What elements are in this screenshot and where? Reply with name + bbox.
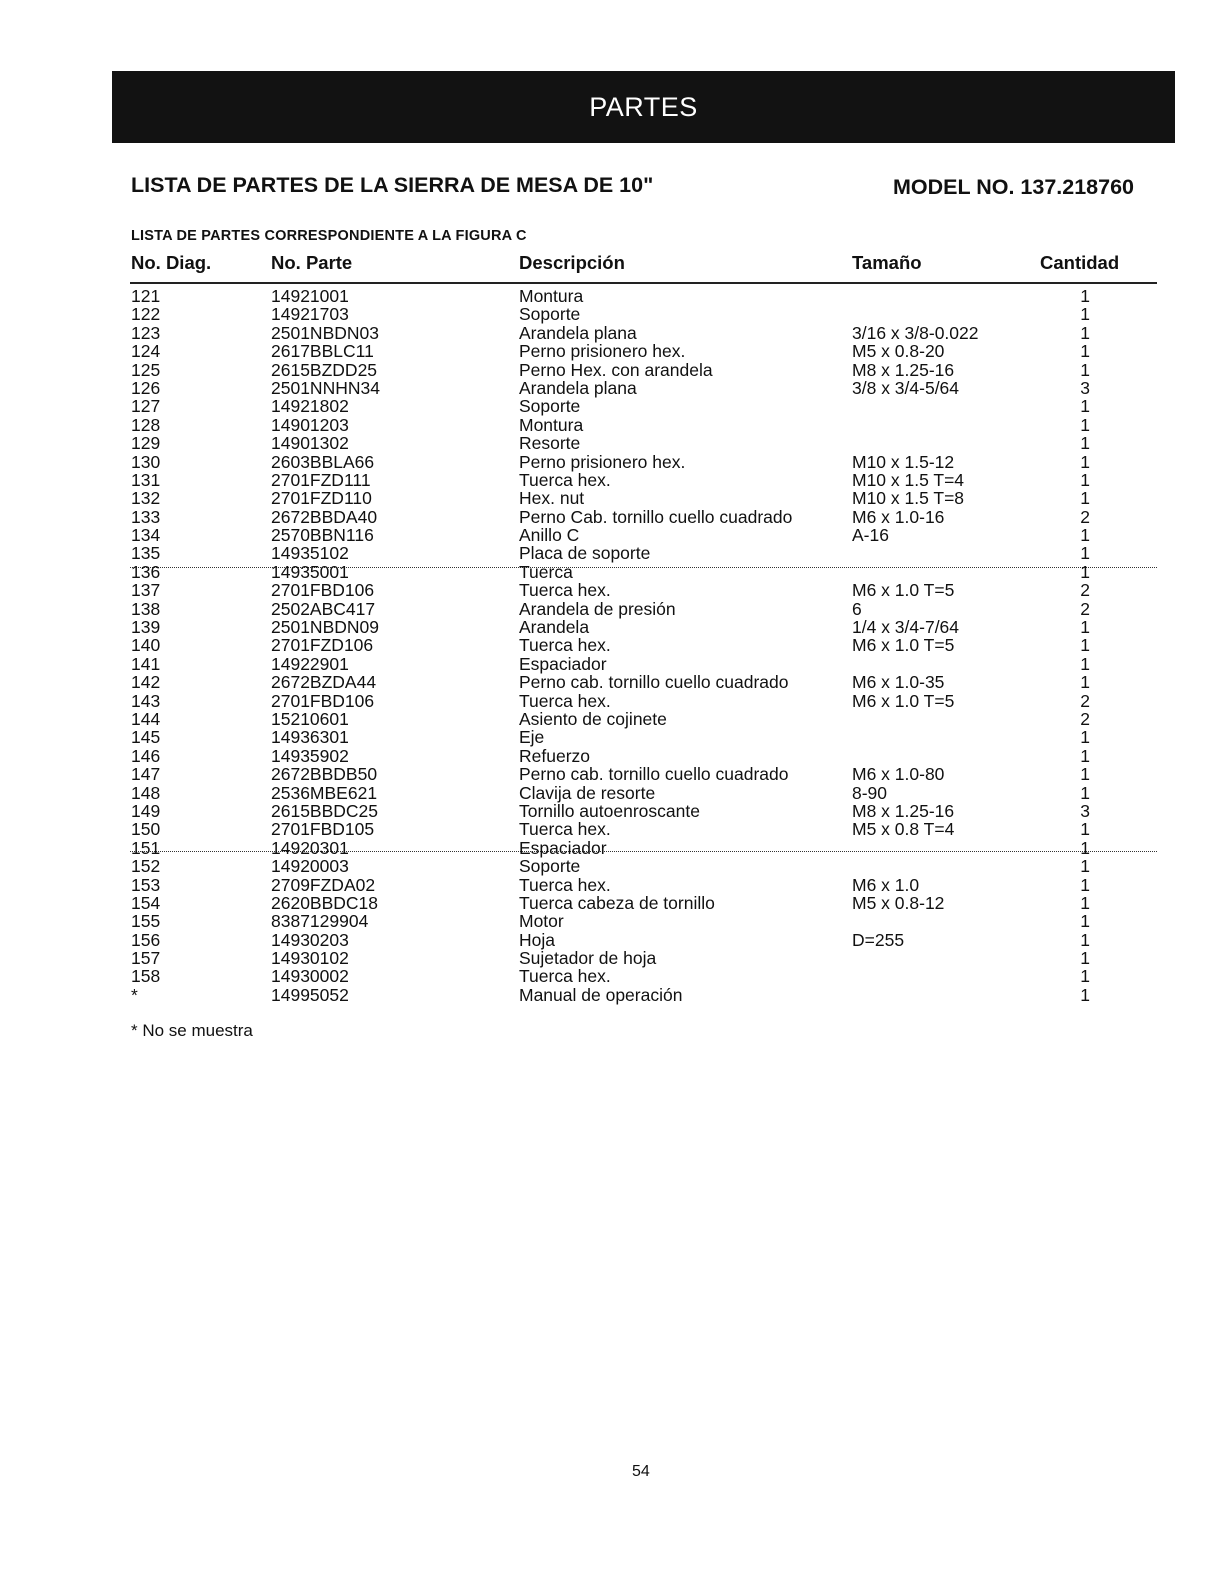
quantity: 1 [1080,727,1090,748]
quantity: 1 [1080,469,1090,490]
part-number: 14930203 [271,929,349,950]
diag-number: 125 [131,359,161,380]
quantity: 1 [1080,653,1090,674]
description: Espaciador [519,837,607,858]
quantity: 1 [1080,322,1090,343]
part-number: 2603BBLA66 [271,451,375,472]
diag-number: 146 [131,745,161,766]
model-number: MODEL NO. 137.218760 [893,175,1135,199]
diag-number: 123 [131,322,161,343]
table-row [0,342,1222,360]
description: Refuerzo [519,745,591,766]
quantity: 1 [1080,819,1090,840]
description: Soporte [519,396,581,417]
quantity: 1 [1080,929,1090,950]
description: Espaciador [519,653,607,674]
description: Tuerca hex. [519,580,611,601]
part-number: 8387129904 [271,911,369,932]
part-number: 2701FBD106 [271,580,375,601]
part-number: 2709FZDA02 [271,874,376,895]
table-row [0,563,1222,581]
size: D=255 [852,929,905,950]
part-number: 14935102 [271,543,349,564]
table-row [0,305,1222,323]
part-number: 2617BBLC11 [271,341,374,362]
table-row [0,986,1222,1004]
header-rule [130,282,1157,284]
quantity: 1 [1080,948,1090,969]
diag-number: 143 [131,690,161,711]
diag-number: 155 [131,911,161,932]
size: M10 x 1.5 T=4 [852,469,965,490]
description: Tuerca hex. [519,635,611,656]
size: 1/4 x 3/4-7/64 [852,617,960,638]
diag-number: 156 [131,929,161,950]
table-row [0,581,1222,599]
column-header-size: Tamaño [852,252,922,273]
section-banner: PARTES [112,71,1175,143]
diag-number: 126 [131,377,161,398]
column-header-description: Descripción [519,252,625,273]
diag-number: 157 [131,948,161,969]
part-number: 2620BBDC18 [271,892,379,913]
part-number: 2672BBDA40 [271,506,378,527]
quantity: 1 [1080,892,1090,913]
table-row [0,636,1222,654]
size: A-16 [852,525,889,546]
quantity: 1 [1080,911,1090,932]
description: Soporte [519,856,581,877]
description: Eje [519,727,545,748]
diag-number: 147 [131,764,161,785]
description: Hex. nut [519,488,585,509]
description: Perno cab. tornillo cuello cuadrado [519,764,789,785]
diag-number: 152 [131,856,161,877]
size: M6 x 1.0-80 [852,764,945,785]
description: Resorte [519,433,581,454]
size: M5 x 0.8-12 [852,892,945,913]
table-row [0,673,1222,691]
part-number: 14901203 [271,414,349,435]
description: Tuerca hex. [519,690,611,711]
diag-number: 134 [131,525,161,546]
quantity: 1 [1080,359,1090,380]
description: Asiento de cojinete [519,708,667,729]
part-number: 14921001 [271,286,349,306]
size: M5 x 0.8-20 [852,341,945,362]
part-number: 2502ABC417 [271,598,376,619]
quantity: 3 [1080,377,1090,398]
part-number: 2701FBD105 [271,819,375,840]
description: Perno prisionero hex. [519,451,686,472]
diag-number: 144 [131,708,161,729]
description: Soporte [519,304,581,325]
description: Tuerca cabeza de tornillo [519,892,715,913]
size: M6 x 1.0-35 [852,672,945,693]
quantity: 2 [1080,708,1090,729]
size: M6 x 1.0 T=5 [852,690,955,711]
size: 6 [852,598,862,619]
table-row [0,876,1222,894]
quantity: 1 [1080,617,1090,638]
diag-number: 130 [131,451,161,472]
size: M6 x 1.0 T=5 [852,635,955,656]
size: 3/8 x 3/4-5/64 [852,377,960,398]
table-row [0,839,1222,857]
table-row [0,397,1222,415]
quantity: 1 [1080,304,1090,325]
part-number: 2615BZDD25 [271,359,378,380]
description: Tuerca hex. [519,819,611,840]
diag-number: 136 [131,561,161,582]
quantity: 1 [1080,874,1090,895]
footnote: * No se muestra [131,1021,253,1040]
quantity: 1 [1080,764,1090,785]
parts-table [0,287,1222,1004]
diag-number: 131 [131,469,161,490]
quantity: 1 [1080,561,1090,582]
diag-number: 132 [131,488,161,509]
quantity: 1 [1080,837,1090,858]
quantity: 2 [1080,598,1090,619]
description: Arandela de presión [519,598,676,619]
part-number: 2570BBN116 [271,525,374,546]
quantity: 1 [1080,856,1090,877]
diag-number: 140 [131,635,161,656]
column-header-diag: No. Diag. [131,252,212,273]
part-number: 14936301 [271,727,349,748]
diag-number: 121 [131,286,161,306]
table-row [0,379,1222,397]
part-number: 2701FZD110 [271,488,372,509]
part-number: 14935902 [271,745,349,766]
quantity: 1 [1080,672,1090,693]
part-number: 2615BBDC25 [271,800,379,821]
quantity: 2 [1080,690,1090,711]
part-number: 15210601 [271,708,349,729]
diag-number: 151 [131,837,161,858]
size: M10 x 1.5 T=8 [852,488,965,509]
diag-number: * [131,984,138,1005]
table-row [0,287,1222,305]
column-header-part: No. Parte [271,252,353,273]
description: Montura [519,286,584,306]
description: Tuerca hex. [519,966,611,987]
table-row [0,453,1222,471]
table-row [0,765,1222,783]
page-title: LISTA DE PARTES DE LA SIERRA DE MESA DE 10" [131,173,654,197]
diag-number: 135 [131,543,161,564]
quantity: 1 [1080,984,1090,1005]
part-number: 2501NNHN34 [271,377,380,398]
quantity: 1 [1080,341,1090,362]
diag-number: 142 [131,672,161,693]
diag-number: 138 [131,598,161,619]
part-number: 2672BZDA44 [271,672,377,693]
part-number: 2501NBDN09 [271,617,379,638]
diag-number: 139 [131,617,161,638]
size: 3/16 x 3/8-0.022 [852,322,979,343]
size: M8 x 1.25-16 [852,800,955,821]
diag-number: 122 [131,304,161,325]
description: Sujetador de hoja [519,948,657,969]
diag-number: 127 [131,396,161,417]
table-row [0,967,1222,985]
table-row [0,544,1222,562]
description: Motor [519,911,564,932]
description: Perno cab. tornillo cuello cuadrado [519,672,789,693]
quantity: 2 [1080,580,1090,601]
size: M6 x 1.0-16 [852,506,945,527]
part-number: 14920003 [271,856,349,877]
quantity: 1 [1080,966,1090,987]
quantity: 1 [1080,782,1090,803]
description: Arandela plana [519,377,637,398]
quantity: 1 [1080,745,1090,766]
table-row [0,931,1222,949]
part-number: 14922901 [271,653,349,674]
diag-number: 141 [131,653,161,674]
size: 8-90 [852,782,888,803]
quantity: 1 [1080,543,1090,564]
diag-number: 137 [131,580,161,601]
quantity: 1 [1080,414,1090,435]
table-row [0,692,1222,710]
size: M6 x 1.0 [852,874,920,895]
part-number: 14920301 [271,837,349,858]
description: Perno Hex. con arandela [519,359,713,380]
part-number: 14935001 [271,561,349,582]
part-number: 2536MBE621 [271,782,378,803]
description: Manual de operación [519,984,683,1005]
diag-number: 153 [131,874,161,895]
size: M10 x 1.5-12 [852,451,955,472]
quantity: 1 [1080,396,1090,417]
table-row [0,710,1222,728]
table-row [0,894,1222,912]
quantity: 3 [1080,800,1090,821]
quantity: 1 [1080,635,1090,656]
description: Anillo C [519,525,580,546]
table-row [0,728,1222,746]
table-row [0,526,1222,544]
description: Tuerca hex. [519,469,611,490]
size: M5 x 0.8 T=4 [852,819,955,840]
part-number: 14930002 [271,966,349,987]
part-number: 14921802 [271,396,349,417]
part-number: 2701FZD106 [271,635,374,656]
column-header-quantity: Cantidad [1040,252,1120,273]
diag-number: 148 [131,782,161,803]
table-row [0,949,1222,967]
quantity: 1 [1080,451,1090,472]
table-row [0,784,1222,802]
table-row [0,361,1222,379]
part-number: 2701FZD111 [271,469,371,490]
table-row [0,600,1222,618]
diag-number: 154 [131,892,161,913]
quantity: 1 [1080,525,1090,546]
part-number: 14995052 [271,984,349,1005]
description: Montura [519,414,584,435]
quantity: 2 [1080,506,1090,527]
description: Tornillo autoenroscante [519,800,700,821]
description: Tuerca [519,561,573,582]
table-row [0,857,1222,875]
description: Placa de soporte [519,543,651,564]
table-row [0,747,1222,765]
page-number: 54 [632,1463,650,1480]
description: Arandela plana [519,322,637,343]
diag-number: 149 [131,800,161,821]
quantity: 1 [1080,433,1090,454]
description: Perno Cab. tornillo cuello cuadrado [519,506,793,527]
diag-number: 158 [131,966,161,987]
description: Clavija de resorte [519,782,656,803]
table-row [0,324,1222,342]
table-row [0,434,1222,452]
table-row [0,618,1222,636]
quantity: 1 [1080,488,1090,509]
table-row [0,508,1222,526]
description: Arandela [519,617,590,638]
size: M6 x 1.0 T=5 [852,580,955,601]
diag-number: 129 [131,433,161,454]
diag-number: 124 [131,341,161,362]
table-row [0,820,1222,838]
part-number: 14921703 [271,304,349,325]
table-row [0,471,1222,489]
part-number: 2672BBDB50 [271,764,378,785]
table-row [0,655,1222,673]
table-row [0,489,1222,507]
table-row [0,416,1222,434]
size: M8 x 1.25-16 [852,359,955,380]
description: Tuerca hex. [519,874,611,895]
part-number: 14930102 [271,948,349,969]
diag-number: 150 [131,819,161,840]
part-number: 14901302 [271,433,349,454]
table-subtitle: LISTA DE PARTES CORRESPONDIENTE A LA FIGURA C [131,228,527,244]
diag-number: 133 [131,506,161,527]
part-number: 2701FBD106 [271,690,375,711]
table-row [0,802,1222,820]
quantity: 1 [1080,286,1090,306]
table-row [0,912,1222,930]
diag-number: 128 [131,414,161,435]
part-number: 2501NBDN03 [271,322,379,343]
description: Hoja [519,929,555,950]
diag-number: 145 [131,727,161,748]
description: Perno prisionero hex. [519,341,686,362]
